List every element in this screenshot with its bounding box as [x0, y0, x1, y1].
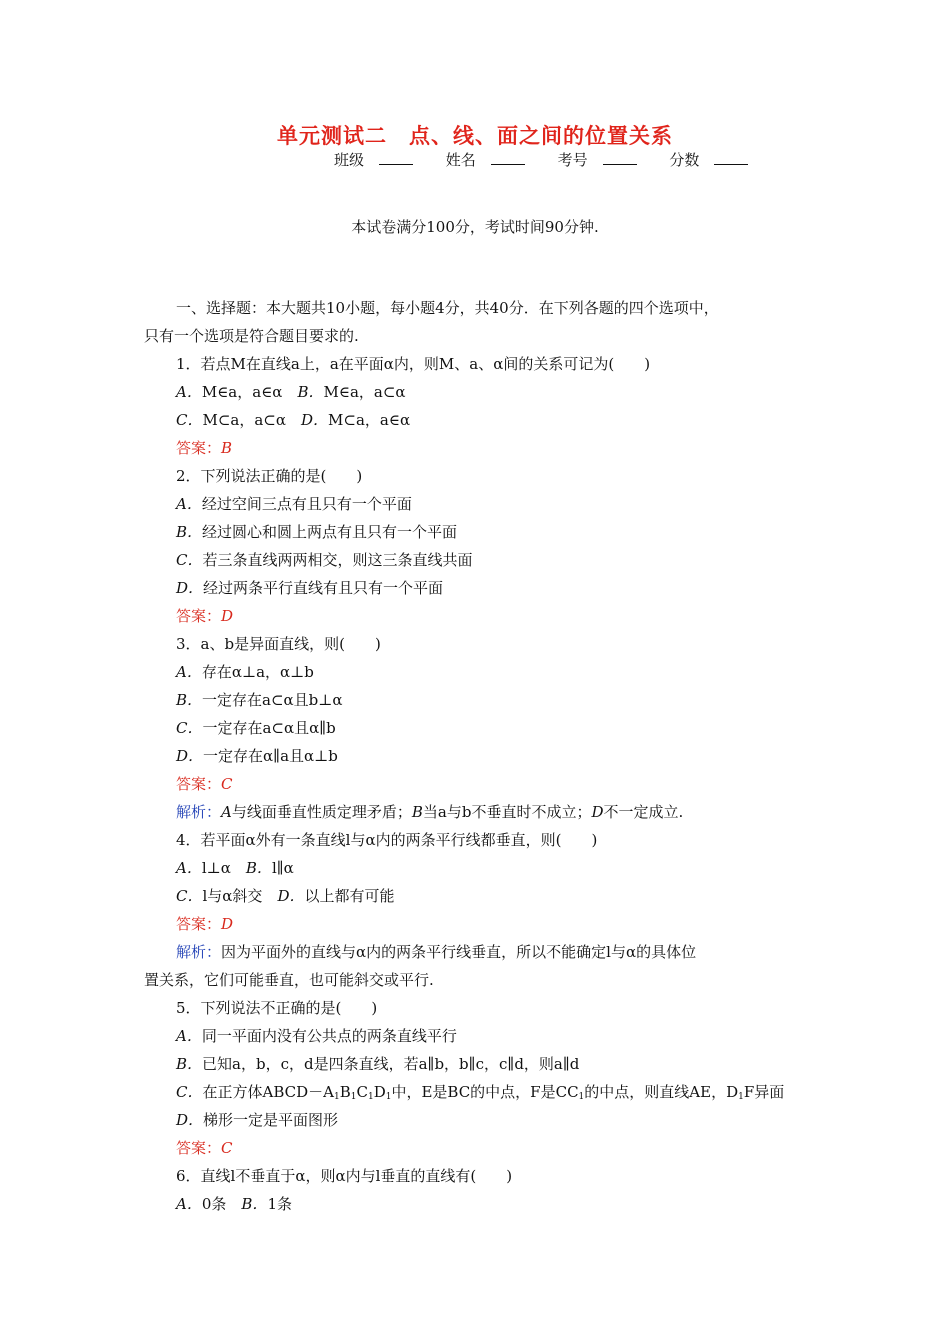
q5-option-b: B．已知a，b，c，d是四条直线，若a∥b，b∥c，c∥d，则a∥d — [176, 1055, 580, 1073]
name-field: 姓名 — [446, 149, 539, 170]
exam-number-field: 考号 — [558, 149, 651, 170]
student-info-line — [334, 149, 776, 170]
q3-option-a: A．存在α⊥a，α⊥b — [176, 663, 314, 681]
q5-stem: 5．下列说法不正确的是( ) — [176, 999, 378, 1017]
q2-option-a: A．经过空间三点有且只有一个平面 — [176, 495, 412, 513]
q2-option-c: C．若三条直线两两相交，则这三条直线共面 — [176, 551, 473, 569]
q6-options-ab: A．0条 B．1条 — [176, 1195, 292, 1213]
q1-answer: 答案：B — [176, 439, 233, 457]
score-blank — [714, 150, 748, 165]
q4-analysis-1: 解析：因为平面外的直线与α内的两条平行线垂直，所以不能确定l与α的具体位 — [176, 943, 697, 961]
q4-analysis-2: 置关系，它们可能垂直，也可能斜交或平行. — [144, 971, 434, 989]
q3-analysis: 解析：A与线面垂直性质定理矛盾；B当a与b不垂直时不成立；D不一定成立. — [176, 803, 684, 821]
q4-answer: 答案：D — [176, 915, 234, 933]
q4-options-ab: A．l⊥α B．l∥α — [176, 859, 294, 877]
q3-stem: 3．a、b是异面直线，则( ) — [176, 635, 381, 653]
q3-option-b: B．一定存在a⊂α且b⊥α — [176, 691, 343, 709]
name-blank — [491, 150, 525, 165]
q5-option-d: D．梯形一定是平面图形 — [176, 1111, 339, 1129]
q4-stem: 4．若平面α外有一条直线l与α内的两条平行线都垂直，则( ) — [176, 831, 598, 849]
q3-answer: 答案：C — [176, 775, 233, 793]
q2-option-d: D．经过两条平行直线有且只有一个平面 — [176, 579, 444, 597]
q3-option-d: D．一定存在α∥a且α⊥b — [176, 747, 338, 765]
q2-option-b: B．经过圆心和圆上两点有且只有一个平面 — [176, 523, 458, 541]
section-intro-1: 一、选择题：本大题共10小题，每小题4分，共40分．在下列各题的四个选项中， — [176, 299, 719, 317]
q1-options-ab: A．M∈a，a∈α B．M∈a，a⊂α — [176, 383, 406, 401]
q1-stem: 1．若点M在直线a上，a在平面α内，则M、a、α间的关系可记为( ) — [176, 355, 651, 373]
class-field: 班级 — [334, 149, 427, 170]
q4-options-cd: C．l与α斜交 D．以上都有可能 — [176, 887, 395, 905]
q5-option-c: C．在正方体$ABCD-A_1B_1C_1D_1$中，E是BC的中点，F是$CC_1$的中点，则直线AE，$D_1F$异面 — [176, 1083, 785, 1102]
page-title: 单元测试二 点、线、面之间的位置关系 — [277, 124, 673, 148]
class-blank — [379, 150, 413, 165]
score-field: 分数 — [669, 149, 762, 170]
q5-option-a: A．同一平面内没有公共点的两条直线平行 — [176, 1027, 457, 1045]
exam-number-blank — [603, 150, 637, 165]
q5-answer: 答案：C — [176, 1139, 233, 1157]
q2-stem: 2．下列说法正确的是( ) — [176, 467, 363, 485]
q6-stem: 6．直线l不垂直于α，则α内与l垂直的直线有( ) — [176, 1167, 513, 1185]
section-intro-2: 只有一个选项是符合题目要求的. — [144, 327, 359, 345]
exam-note: 本试卷满分100分，考试时间90分钟. — [351, 218, 599, 236]
q1-options-cd: C．M⊂a，a⊂α D．M⊂a，a∈α — [176, 411, 411, 429]
q2-answer: 答案：D — [176, 607, 234, 625]
q3-option-c: C．一定存在a⊂α且α∥b — [176, 719, 336, 737]
